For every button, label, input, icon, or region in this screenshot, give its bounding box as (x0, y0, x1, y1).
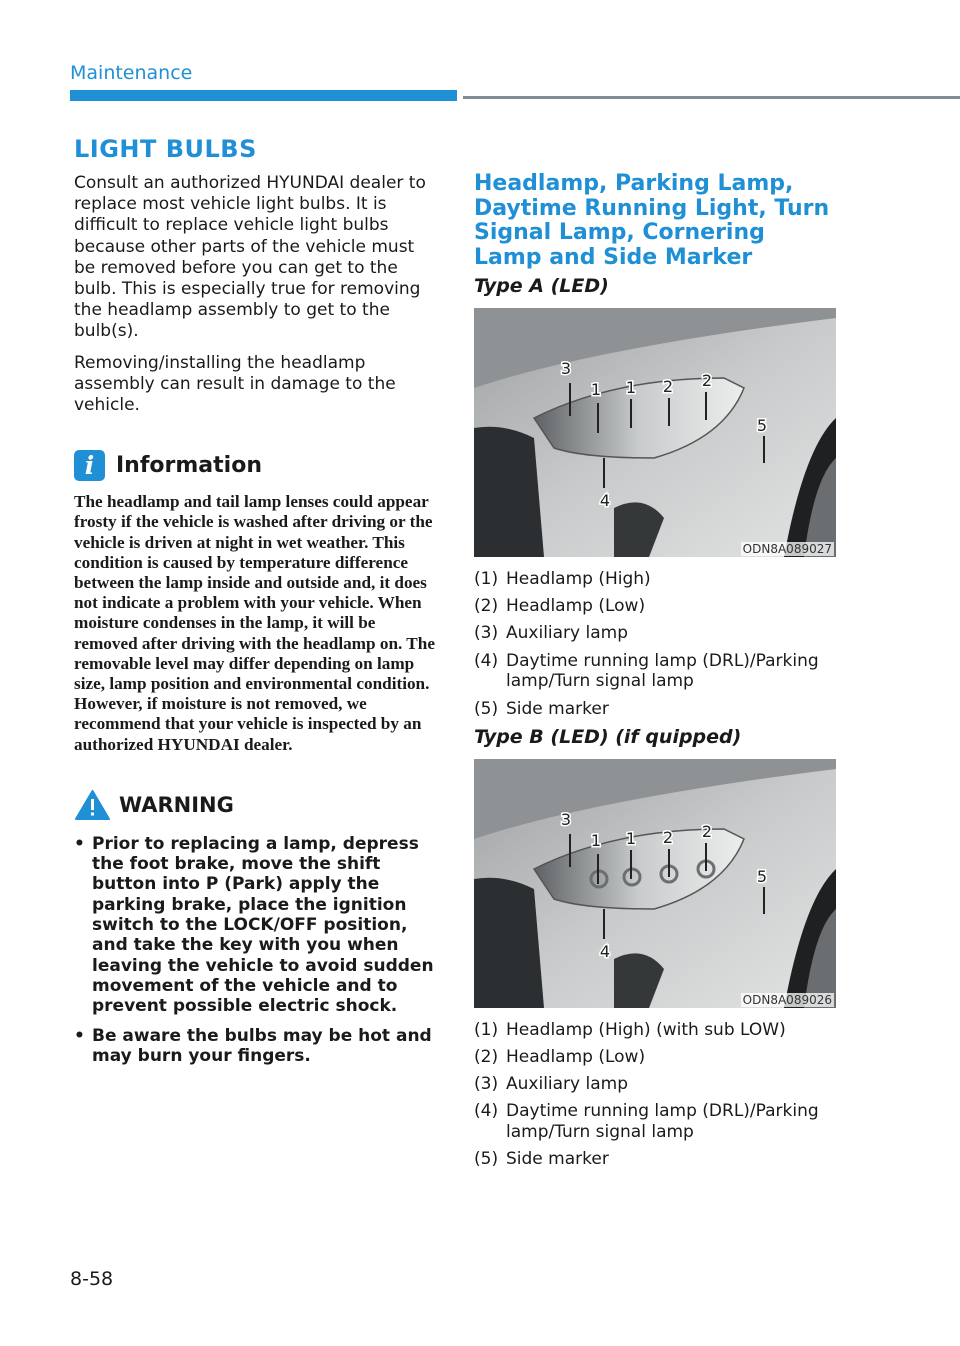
legend-number: (1) (474, 1019, 499, 1040)
page-number: 8-58 (70, 1268, 114, 1290)
header-rule (463, 96, 960, 99)
warning-item (74, 834, 436, 1017)
type-b-title: Type B (LED) (if quipped) (474, 725, 742, 748)
callout-1: 1 (590, 830, 602, 850)
legend-item (474, 569, 839, 590)
legend-number: (3) (474, 1074, 499, 1095)
legend-item (474, 1020, 839, 1041)
warning-title: WARNING (119, 792, 234, 817)
legend-number: (5) (474, 698, 499, 719)
warning-list (74, 834, 436, 1066)
legend-text: Side marker (506, 1149, 609, 1170)
legend-text: Auxiliary lamp (506, 623, 628, 644)
callout-4: 4 (599, 941, 611, 961)
legend-item (474, 1149, 839, 1170)
headlamp-illustration (474, 759, 836, 1008)
legend-number: (4) (474, 650, 499, 671)
header-accent-bar (70, 90, 457, 101)
callout-4: 4 (599, 491, 611, 510)
legend-number: (5) (474, 1149, 499, 1170)
legend-item (474, 1074, 839, 1095)
warning-item-text: Be aware the bulbs may be hot and may burn your fingers. (92, 1025, 432, 1066)
callout-3: 3 (560, 359, 572, 378)
type-a-figure (474, 308, 836, 557)
legend-number: (1) (474, 569, 499, 589)
headlamp-illustration (474, 308, 836, 557)
legend-text: Auxiliary lamp (506, 1074, 628, 1095)
caution-paragraph: Removing/installing the headlamp assembly can result in damage to the vehicle. (74, 352, 396, 416)
type-a-legend (474, 569, 839, 719)
warning-item-text: Prior to replacing a lamp, depress the foot brake, move the shift button into P (Park) apply the parking brake, place the ignition switch to the LOCK/OFF position, and take the key with you when leaving the vehicle to avoid sudden movement of the vehicle and to prevent possible electric shock. (92, 833, 434, 1017)
callout-2: 2 (662, 377, 674, 396)
left-column (74, 135, 436, 1075)
page-title: LIGHT BULBS (74, 135, 257, 163)
legend-text: Side marker (506, 698, 609, 719)
legend-number: (3) (474, 623, 499, 644)
warning-item (74, 1026, 436, 1067)
info-icon: i (74, 450, 105, 481)
legend-item (474, 623, 839, 644)
type-b-legend (474, 1020, 839, 1170)
legend-text: Headlamp (Low) (506, 1046, 646, 1067)
information-text: The headlamp and tail lamp lenses could appear frosty if the vehicle is washed after driving or the vehicle is driven at night in wet weather. This condition is caused by temperature difference between the lamp inside and outside and, it does not indicate a problem with your vehicle. When moisture condenses in the lamp, it will be removed after driving with the headlamp on. The removable level may differ depending on lamp size, lamp position and environmental condition. However, if moisture is not removed, we recommend that your vehicle is inspected by an authorized HYUNDAI dealer. (74, 492, 435, 754)
intro-paragraph: Consult an authorized HYUNDAI dealer to replace most vehicle light bulbs. It is difficult to replace vehicle light bulbs because other parts of the vehicle must be removed before you can get to the bulb. This is especially true for removing the headlamp assembly to get to the bulb(s). (74, 173, 426, 342)
callout-1: 1 (625, 378, 637, 397)
legend-number: (4) (474, 1101, 499, 1122)
section-subtitle: Headlamp, Parking Lamp, Daytime Running Light, Turn Signal Lamp, Cornering Lamp and Side Marker (474, 171, 830, 270)
legend-item (474, 596, 839, 617)
legend-item (474, 699, 839, 720)
type-a-title: Type A (LED) (474, 275, 609, 297)
callout-2: 2 (662, 827, 674, 847)
callout-3: 3 (560, 809, 572, 829)
type-b-figure (474, 759, 836, 1008)
legend-text: Daytime running lamp (DRL)/Parking lamp/Turn signal lamp (506, 650, 819, 692)
legend-number: (2) (474, 596, 499, 617)
information-header (74, 448, 436, 482)
information-title: Information (116, 452, 262, 478)
callout-1: 1 (590, 380, 602, 399)
callout-5: 5 (756, 416, 768, 435)
legend-text: Headlamp (High) (with sub LOW) (506, 1019, 786, 1040)
legend-item (474, 1101, 839, 1142)
callout-2: 2 (701, 821, 713, 841)
legend-text: Headlamp (Low) (506, 596, 646, 617)
figure-code: ODN8A089027 (742, 542, 832, 556)
bullet: • (74, 1025, 85, 1046)
callout-2: 2 (701, 371, 713, 390)
legend-number: (2) (474, 1046, 499, 1067)
legend-text: Headlamp (High) (506, 569, 651, 589)
section-label: Maintenance (70, 62, 193, 84)
callout-1: 1 (625, 828, 637, 848)
warning-header (74, 788, 436, 822)
right-column (474, 172, 839, 1176)
legend-text: Daytime running lamp (DRL)/Parking lamp/Turn signal lamp (506, 1101, 819, 1143)
callout-5: 5 (756, 866, 768, 886)
bullet: • (74, 833, 85, 854)
legend-item (474, 651, 839, 692)
figure-code: ODN8A089026 (742, 992, 832, 1007)
warning-triangle-icon (74, 789, 111, 821)
legend-item (474, 1047, 839, 1068)
